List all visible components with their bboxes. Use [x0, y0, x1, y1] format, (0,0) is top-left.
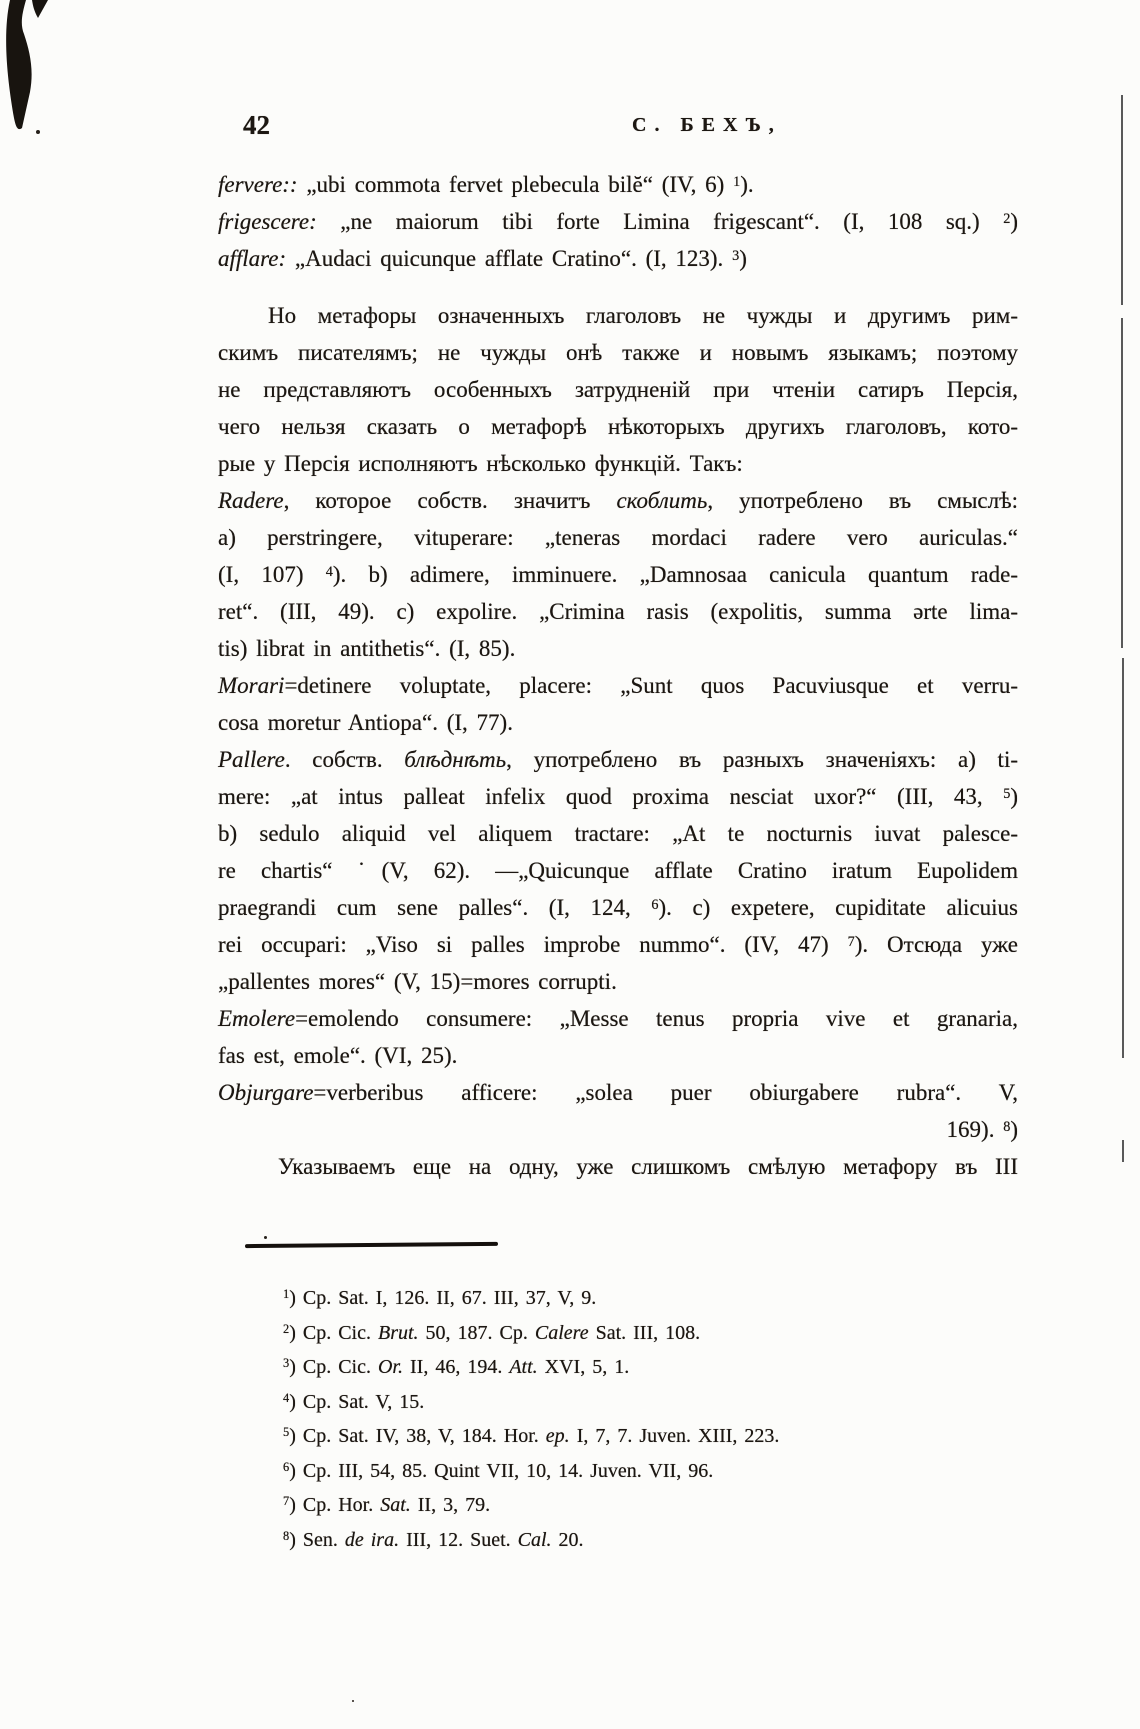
body-line: „pallentes mores“ (V, 15)=mores corrupti.: [218, 969, 617, 994]
body-line: ret“. (III, 49). c) expolire. „Crimina rasis (expolitis, summa ərte lima-: [218, 599, 1018, 624]
body-line: cosa moretur Antiopa“. (I, 77).: [218, 710, 513, 735]
footnote-separator: [245, 1242, 498, 1248]
page-edge-line: [1121, 318, 1123, 648]
body-line: mere: „at intus palleat infelix quod proxima nesciat uxor?“ (III, 43, $^5$): [218, 784, 1018, 809]
page-edge-line: [1122, 1140, 1124, 1162]
body-line: Pallere. собств. блѣднѣть, употреблено въ разныхъ значеніяхъ: a) ti-: [218, 747, 1019, 772]
body-line: Radere, которое собств. значитъ скоблить, употреблено въ смыслѣ:: [218, 488, 1018, 513]
footnote-line: $^4$) Ср. Sat. V, 15.: [283, 1390, 425, 1413]
footnote-line: $^8$) Sen. de ira. III, 12. Suet. Cal. 20.: [283, 1528, 584, 1551]
body-line: не представляютъ особенныхъ затрудненій при чтеніи сатиръ Персія,: [218, 377, 1018, 402]
running-header: С. БЕХЪ,: [632, 114, 782, 136]
ink-speck: [352, 1700, 354, 1702]
body-line: tis) librat in antithetis“. (I, 85).: [218, 636, 516, 661]
footnote-line: $^7$) Ср. Hor. Sat. II, 3, 79.: [283, 1494, 491, 1516]
footnote-line: $^2$) Ср. Cic. Brut. 50, 187. Ср. Calere Sat. III, 108.: [283, 1321, 701, 1344]
body-text: [218, 166, 1018, 1185]
page-number: 42: [243, 110, 270, 140]
body-line: Но метафоры означенныхъ глаголовъ не чужды и другимъ рим-: [268, 303, 1018, 328]
footnote-line: $^6$) Ср. III, 54, 85. Quint VII, 10, 14. Juven. VII, 96.: [283, 1459, 714, 1482]
body-line: frigescere: „ne maiorum tibi forte Limina frigescant“. (I, 108 sq.) $^2$): [218, 209, 1018, 234]
page-edge-line: [1122, 658, 1124, 1058]
body-line: Emolere=emolendo consumere: „Messe tenus propria vive et granaria,: [218, 1006, 1018, 1031]
body-line: 169). $^8$): [946, 1117, 1018, 1142]
body-line: Указываемъ еще на одну, уже слишкомъ смѣлую метафору въ III: [278, 1154, 1018, 1179]
page-edge-line: [1121, 95, 1123, 305]
body-line: Morari=detinere voluptate, placere: „Sunt quos Pacuviusque et verru-: [218, 673, 1018, 698]
body-line: (I, 107) $^4$). b) adimere, imminuere. „Damnosaa canicula quantum rade-: [218, 562, 1018, 587]
body-line: rei occupari: „Viso si palles improbe nummo“. (IV, 47) $^7$). Отсюда уже: [218, 932, 1018, 957]
body-line: re chartis“ ˙(V, 62). —„Quicunque afflate Cratino iratum Eupolidem: [218, 858, 1018, 883]
body-line: скимъ писателямъ; не чужды онѣ также и новымъ языкамъ; поэтому: [218, 340, 1018, 365]
body-line: чего нельзя сказать о метафорѣ нѣкоторыхъ другихъ глаголовъ, кото-: [218, 414, 1018, 439]
footnotes: [283, 1281, 1043, 1557]
ink-speck: [36, 130, 40, 134]
ink-smudge: [0, 0, 60, 140]
footnote-line: $^5$) Ср. Sat. IV, 38, V, 184. Hor. ep. I, 7, 7. Juven. XIII, 223.: [283, 1425, 780, 1447]
body-line: fas est, emole“. (VI, 25).: [218, 1043, 458, 1068]
body-line: afflare: „Audaci quicunque afflate Cratino“. (I, 123). $^3$): [218, 246, 747, 271]
body-line: praegrandi cum sene palles“. (I, 124, $^6$). c) expetere, cupiditate alicuius: [218, 895, 1018, 920]
footnote-line: $^3$) Ср. Cic. Or. II, 46, 194. Att. XVI, 5, 1.: [283, 1356, 630, 1378]
body-line: Objurgare=verberibus afficere: „solea puer obiurgabere rubra“. V,: [218, 1080, 1018, 1105]
body-line: fervere:: „ubi commota fervet plebecula bilĕ“ (IV, 6) $^1$).: [218, 172, 754, 197]
body-line: рые у Персія исполняютъ нѣсколько функцій. Такъ:: [218, 451, 743, 476]
body-line: a) perstringere, vituperare: „teneras mordaci radere vero auriculas.“: [218, 525, 1018, 550]
footnote-line: $^1$) Ср. Sat. I, 126. II, 67. III, 37, V, 9.: [283, 1287, 597, 1309]
body-line: b) sedulo aliquid vel aliquem tractare: „At te nocturnis iuvat palesce-: [218, 821, 1018, 846]
ink-speck: [264, 1236, 267, 1239]
